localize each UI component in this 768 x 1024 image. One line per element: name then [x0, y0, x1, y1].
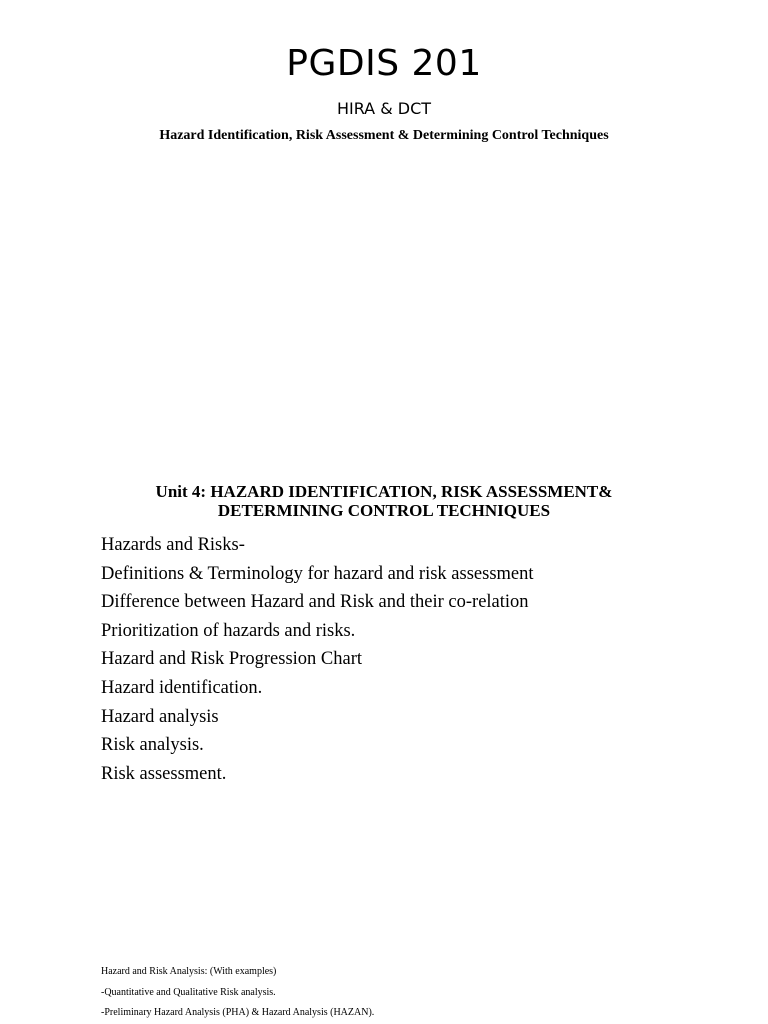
topic-item: Difference between Hazard and Risk and their co-relation: [101, 592, 529, 613]
unit-heading-line-2: DETERMINING CONTROL TECHNIQUES: [217, 501, 551, 520]
page-title: PGDIS 201: [286, 43, 482, 84]
page-subtitle: HIRA & DCT: [336, 99, 432, 118]
topic-item: Risk analysis.: [101, 735, 204, 756]
unit-heading: [100, 482, 668, 520]
topic-item: Risk assessment.: [101, 763, 227, 784]
topic-list: [101, 531, 534, 788]
footnote-item: -Preliminary Hazard Analysis (PHA) & Hazard Analysis (HAZAN).: [101, 1007, 375, 1018]
unit-heading-line-1: Unit 4: HAZARD IDENTIFICATION, RISK ASSESSMENT&: [155, 482, 613, 501]
topic-item: Hazards and Risks-: [101, 535, 245, 555]
footnote-list: [101, 962, 374, 1024]
topic-item: Hazard and Risk Progression Chart: [101, 649, 363, 670]
footnote-item: -Quantitative and Qualitative Risk analysis.: [101, 986, 276, 998]
course-full-title: Hazard Identification, Risk Assessment & Determining Control Techniques: [159, 128, 609, 143]
topic-item: Definitions & Terminology for hazard and risk assessment: [101, 563, 534, 584]
topic-item: Hazard identification.: [101, 677, 263, 698]
topic-item: Hazard analysis: [101, 706, 219, 727]
topic-item: Prioritization of hazards and risks.: [101, 620, 356, 641]
footnote-item: Hazard and Risk Analysis: (With examples): [101, 966, 277, 977]
